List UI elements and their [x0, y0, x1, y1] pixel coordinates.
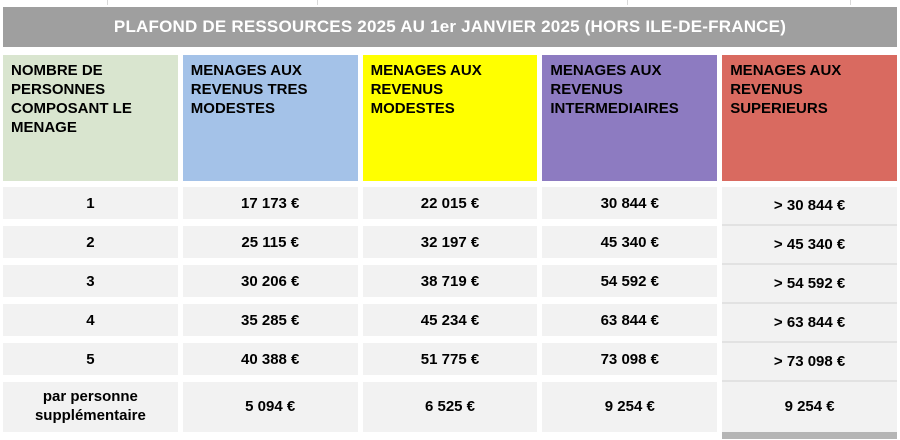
grid-tick — [107, 0, 108, 5]
tres-modestes-value-cell: 35 285 € — [183, 304, 358, 336]
column-tres-modestes-cells — [183, 187, 358, 432]
intermediaires-value-cell: 63 844 € — [542, 304, 717, 336]
header-intermediaires: MENAGES AUX REVENUS INTERMEDIAIRES — [542, 55, 717, 181]
spreadsheet-grid-strip — [0, 0, 900, 6]
intermediaires-value-cell: 54 592 € — [542, 265, 717, 297]
grid-tick — [850, 0, 851, 5]
column-intermediaires — [542, 55, 717, 439]
table-title-bar — [3, 7, 897, 47]
superieurs-value-cell: > 63 844 € — [722, 304, 897, 343]
tres-modestes-value-cell: 40 388 € — [183, 343, 358, 375]
tres-modestes-value-cell: 17 173 € — [183, 187, 358, 219]
header-household: NOMBRE DE PERSONNES COMPOSANT LE MENAGE — [3, 55, 178, 181]
superieurs-value-cell: 9 254 € — [722, 382, 897, 432]
column-tres-modestes — [183, 55, 358, 439]
ceiling-table — [0, 47, 900, 439]
household-size-cell: par personne supplémentaire — [3, 382, 178, 432]
modestes-value-cell: 22 015 € — [363, 187, 538, 219]
household-size-cell: 1 — [3, 187, 178, 219]
modestes-value-cell: 32 197 € — [363, 226, 538, 258]
intermediaires-value-cell: 45 340 € — [542, 226, 717, 258]
intermediaires-value-cell: 73 098 € — [542, 343, 717, 375]
household-size-cell: 3 — [3, 265, 178, 297]
grid-tick — [627, 0, 628, 5]
tres-modestes-value-cell: 5 094 € — [183, 382, 358, 432]
column-superieurs-cells — [722, 187, 897, 439]
intermediaires-value-cell: 30 844 € — [542, 187, 717, 219]
modestes-value-cell: 38 719 € — [363, 265, 538, 297]
superieurs-value-cell: > 45 340 € — [722, 226, 897, 265]
column-intermediaires-cells — [542, 187, 717, 432]
header-tres-modestes: MENAGES AUX REVENUS TRES MODESTES — [183, 55, 358, 181]
tres-modestes-value-cell: 25 115 € — [183, 226, 358, 258]
column-superieurs — [722, 55, 897, 439]
modestes-value-cell: 6 525 € — [363, 382, 538, 432]
header-superieurs: MENAGES AUX REVENUS SUPERIEURS — [722, 55, 897, 181]
column-modestes — [363, 55, 538, 439]
column-household — [3, 55, 178, 439]
household-size-cell: 2 — [3, 226, 178, 258]
superieurs-value-cell: > 73 098 € — [722, 343, 897, 382]
modestes-value-cell: 45 234 € — [363, 304, 538, 336]
superieurs-value-cell: > 30 844 € — [722, 187, 897, 226]
column-modestes-cells — [363, 187, 538, 432]
header-modestes: MENAGES AUX REVENUS MODESTES — [363, 55, 538, 181]
tres-modestes-value-cell: 30 206 € — [183, 265, 358, 297]
table-title: PLAFOND DE RESSOURCES 2025 AU 1er JANVIER 2025 (HORS ILE-DE-FRANCE) — [113, 17, 787, 36]
modestes-value-cell: 51 775 € — [363, 343, 538, 375]
superieurs-value-cell: > 54 592 € — [722, 265, 897, 304]
grid-tick — [317, 0, 318, 5]
next-row-strip — [722, 432, 897, 439]
column-household-cells — [3, 187, 178, 432]
household-size-cell: 4 — [3, 304, 178, 336]
intermediaires-value-cell: 9 254 € — [542, 382, 717, 432]
household-size-cell: 5 — [3, 343, 178, 375]
